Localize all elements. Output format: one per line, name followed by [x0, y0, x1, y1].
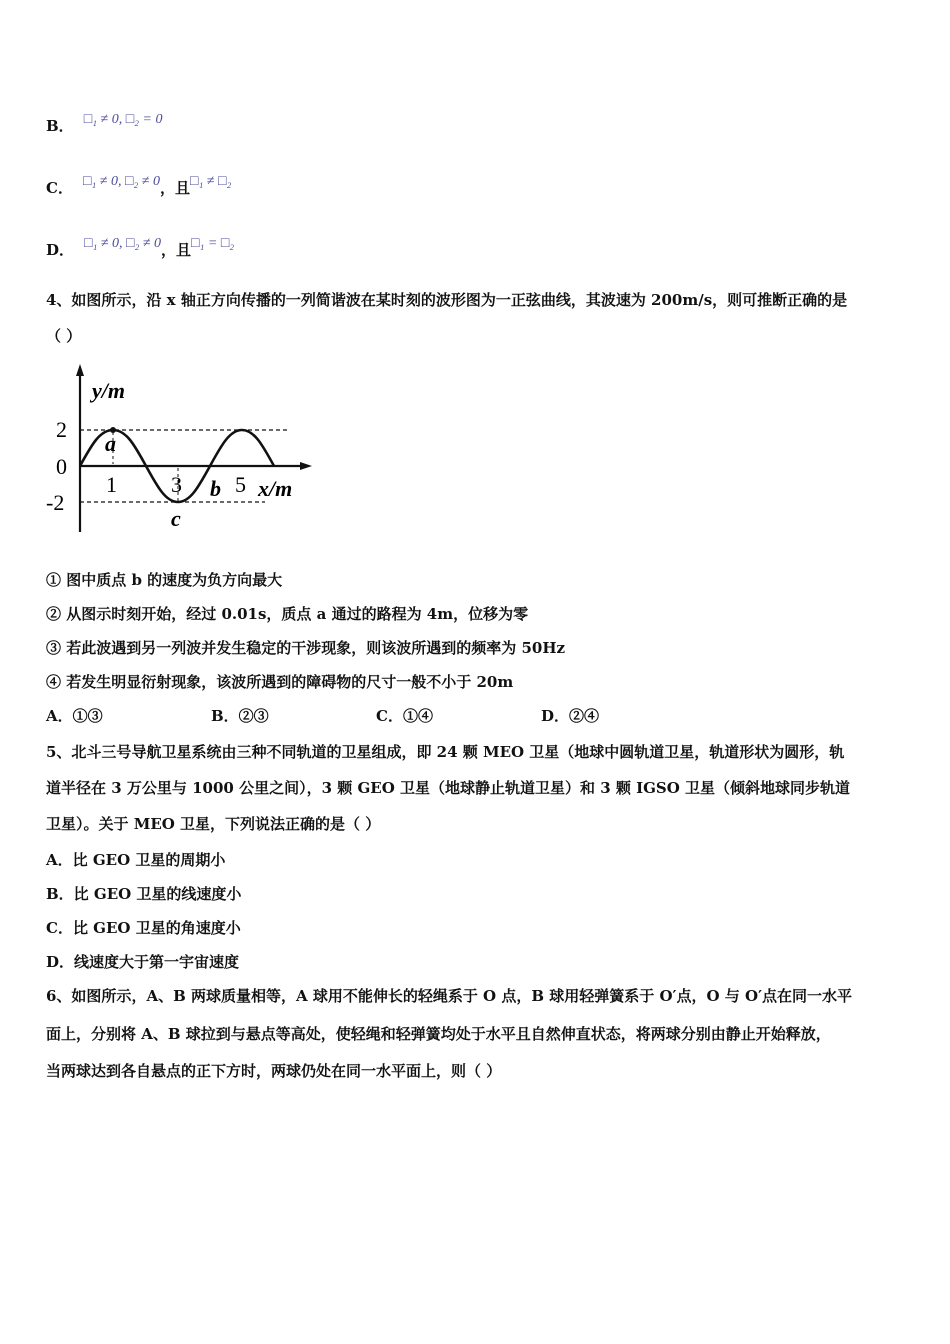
wave-graph	[40, 360, 330, 540]
q4-statement-1: ① 图中质点 b 的速度为负方向最大	[46, 571, 283, 589]
q5-option-c: C．比 GEO 卫星的角速度小	[46, 919, 241, 937]
formula-image: □₁ ≠ □₂	[189, 174, 232, 189]
x-tick-3: 3	[171, 472, 182, 497]
q5-option-b: B．比 GEO 卫星的线速度小	[46, 885, 242, 903]
y-tick-neg2: -2	[46, 490, 65, 515]
q6-stem-line-2: 面上，分别将 A、B 球拉到与悬点等高处，使轻绳和轻弹簧均处于水平且自然伸直状态，将两球分别由静止开始释放，	[46, 1025, 831, 1043]
formula-image: □₁ ≠ 0, □₂ ≠ 0	[84, 236, 162, 251]
option-suffix: ，且	[159, 179, 190, 197]
q4-choice-c: C．①④	[376, 707, 433, 725]
y-axis-arrow	[76, 364, 84, 376]
option-label: C．	[46, 179, 73, 197]
q5-option-a: A．比 GEO 卫星的周期小	[46, 851, 226, 869]
x-axis-arrow	[300, 462, 312, 470]
q4-statement-4: ④ 若发生明显衍射现象，该波所遇到的障碍物的尺寸一般不小于 20m	[46, 673, 514, 691]
x-tick-1: 1	[106, 472, 117, 497]
formula-image: □₁ ≠ 0, □₂ ≠ 0	[82, 174, 160, 189]
q4-statement-2: ② 从图示时刻开始，经过 0.01s，质点 a 通过的路程为 4m，位移为零	[46, 605, 529, 623]
q4-stem-line-2: （ ）	[46, 327, 82, 345]
q3-option-b	[46, 112, 163, 138]
x-axis-label: x/m	[258, 476, 293, 501]
q5-stem-line-2: 道半径在 3 万公里与 1000 公里之间），3 颗 GEO 卫星（地球静止轨道卫星）和 3 颗 IGSO 卫星（倾斜地球同步轨道	[46, 779, 851, 797]
y-axis-label: y/m	[92, 378, 125, 403]
q3-option-d	[46, 236, 235, 262]
point-c-label: c	[171, 506, 181, 531]
q4-choice-a: A．①③	[46, 707, 103, 725]
q6-stem-line-1: 6、如图所示，A、B 两球质量相等，A 球用不能伸长的轻绳系于 O 点，B 球用轻弹簧系于 O′点，O 与 O′点在同一水平	[46, 987, 853, 1005]
option-label: B．	[46, 117, 74, 135]
q5-stem-line-1: 5、北斗三号导航卫星系统由三种不同轨道的卫星组成，即 24 颗 MEO 卫星（地球中圆轨道卫星，轨道形状为圆形，轨	[46, 743, 845, 761]
option-suffix: ，且	[161, 241, 192, 259]
formula-image: □₁ = □₂	[191, 236, 235, 251]
y-tick-2: 2	[56, 417, 67, 442]
q4-choice-b: B．②③	[211, 707, 269, 725]
point-b-label: b	[210, 476, 221, 501]
point-a-label: a	[105, 431, 116, 456]
x-tick-5: 5	[235, 472, 246, 497]
q3-option-c	[46, 174, 232, 200]
q5-stem-line-3: 卫星）。关于 MEO 卫星，下列说法正确的是（ ）	[46, 815, 381, 833]
option-label: D．	[46, 241, 75, 259]
q4-choice-d: D．②④	[541, 707, 600, 725]
q5-option-d: D．线速度大于第一宇宙速度	[46, 953, 240, 971]
formula-image: □₁ ≠ 0, □₂ = 0	[83, 112, 163, 127]
q4-statement-3: ③ 若此波遇到另一列波并发生稳定的干涉现象，则该波所遇到的频率为 50Hz	[46, 639, 566, 657]
q6-stem-line-3: 当两球达到各自悬点的正下方时，两球仍处在同一水平面上，则（ ）	[46, 1062, 502, 1080]
y-tick-0: 0	[56, 454, 67, 479]
q4-stem-line-1: 4、如图所示，沿 x 轴正方向传播的一列简谐波在某时刻的波形图为一正弦曲线，其波速为 200m/s，则可推断正确的是	[46, 291, 848, 309]
